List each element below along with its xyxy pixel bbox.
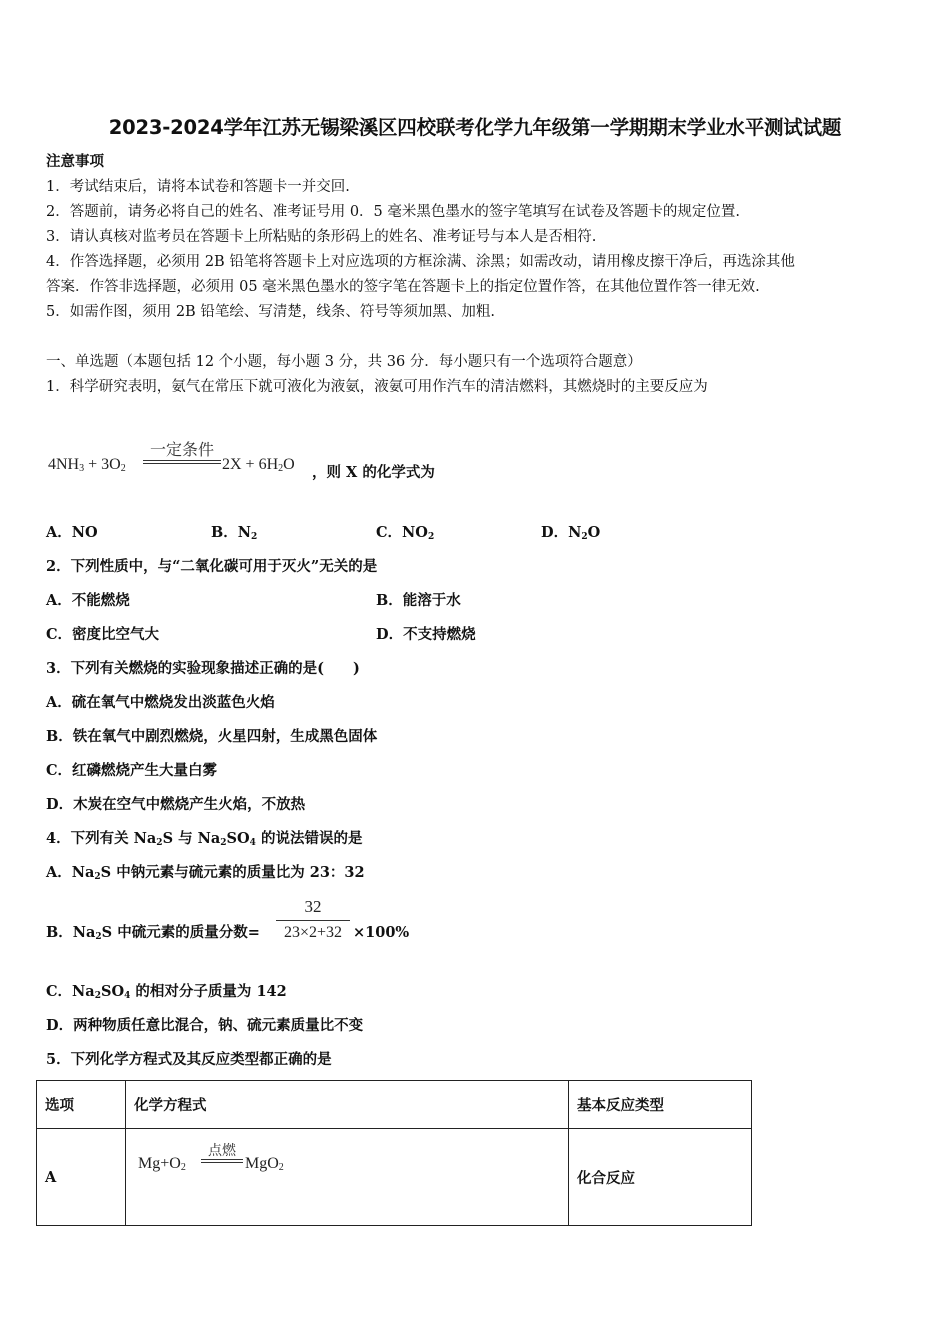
q4-option-a: A．$Na_2S$ 中钠元素与硫元素的质量比为 23：32 (46, 864, 365, 882)
q1-equation-left: $4NH_3 + 3O_2$ (48, 456, 126, 474)
q4-option-c: C．$Na_2SO_4$ 的相对分子质量为 142 (46, 983, 287, 1001)
q1-option-c: C．$NO_2$ (376, 524, 435, 542)
table-header-option: 选项 (37, 1081, 126, 1129)
table-header-type: 基本反应类型 (569, 1081, 752, 1129)
q1-equation-suffix: ，则 X 的化学式为 (312, 464, 435, 481)
q2-option-b: B．能溶于水 (376, 592, 461, 609)
notice-item: 答案．作答非选择题，必须用 05 毫米黑色墨水的签字笔在答题卡上的指定位置作答，在其他位置作答一律无效. (46, 279, 760, 295)
q4-fraction-denominator: 23×2+32 (283, 924, 343, 941)
notice-heading: 注意事项 (46, 153, 104, 170)
q1-equals-sign (143, 460, 221, 464)
question-1-stem: 1．科学研究表明，氨气在常压下就可液化为液氨，液氨可用作汽车的清洁燃料，其燃烧时的主要反应为 (46, 379, 708, 395)
q5-table (36, 1080, 752, 1226)
notice-item: 2．答题前，请务必将自己的姓名、准考证号用 0．5 毫米黑色墨水的签字笔填写在试卷及答题卡的规定位置. (46, 204, 740, 220)
q2-option-a: A．不能燃烧 (46, 592, 130, 609)
q1-equation-right: $2X + 6H_2O$ (222, 456, 295, 474)
q3-option-b: B．铁在氧气中剧烈燃烧，火星四射，生成黑色固体 (46, 728, 378, 745)
q2-option-d: D．不支持燃烧 (376, 626, 476, 643)
q1-reaction-condition: 一定条件 (149, 440, 214, 459)
notice-item: 1．考试结束后，请将本试卷和答题卡一并交回. (46, 179, 350, 195)
notice-item: 4．作答选择题，必须用 2B 铅笔将答题卡上对应选项的方框涂满、涂黑；如需改动，请用橡皮擦干净后，再选涂其他 (46, 254, 795, 270)
q3-option-a: A．硫在氧气中燃烧发出淡蓝色火焰 (46, 694, 275, 711)
q1-option-d: D．$N_2O$ (541, 524, 601, 542)
section-heading: 一、单选题（本题包括 12 个小题，每小题 3 分，共 36 分．每小题只有一个选项符合题意） (46, 354, 642, 370)
q4-option-d: D．两种物质任意比混合，钠、硫元素质量比不变 (46, 1017, 364, 1034)
q3-option-d: D．木炭在空气中燃烧产生火焰，不放热 (46, 796, 306, 813)
q4-fraction-bar (276, 920, 350, 921)
q1-option-b: B．$N_2$ (211, 524, 258, 542)
table-cell-option: A (37, 1129, 126, 1226)
q3-option-c: C．红磷燃烧产生大量白雾 (46, 762, 218, 779)
notice-item: 5．如需作图，须用 2B 铅笔绘、写清楚，线条、符号等须加黑、加粗. (46, 304, 495, 320)
q4-option-b: B．$Na_2S$ 中硫元素的质量分数= (46, 924, 260, 942)
q4-option-b-tail: ×100% (353, 924, 410, 941)
q4-fraction-numerator: 32 (304, 897, 322, 916)
q5-equation-left: $Mg+O_2$ (138, 1155, 186, 1173)
table-cell-equation (126, 1129, 569, 1226)
notice-item: 3．请认真核对监考员在答题卡上所粘贴的条形码上的姓名、准考证号与本人是否相符. (46, 229, 597, 245)
question-2-stem: 2．下列性质中，与“二氧化碳可用于灭火”无关的是 (46, 558, 378, 575)
table-cell-type: 化合反应 (569, 1129, 752, 1226)
question-5-stem: 5．下列化学方程式及其反应类型都正确的是 (46, 1051, 332, 1068)
q2-option-c: C．密度比空气大 (46, 626, 160, 643)
q5-equals-sign (201, 1159, 243, 1163)
table-header-equation: 化学方程式 (126, 1081, 569, 1129)
q1-option-a: A．NO (46, 524, 98, 541)
page-title: 2023-2024学年江苏无锡梁溪区四校联考化学九年级第一学期期末学业水平测试试题 (108, 116, 842, 139)
q5-equation-right: MgO$_2$ (245, 1155, 284, 1173)
question-4-stem: 4．下列有关 $Na_2S$ 与 $Na_2SO_4$ 的说法错误的是 (46, 830, 363, 848)
question-3-stem: 3．下列有关燃烧的实验现象描述正确的是( ) (46, 660, 360, 677)
q5-reaction-condition: 点燃 (208, 1143, 236, 1159)
